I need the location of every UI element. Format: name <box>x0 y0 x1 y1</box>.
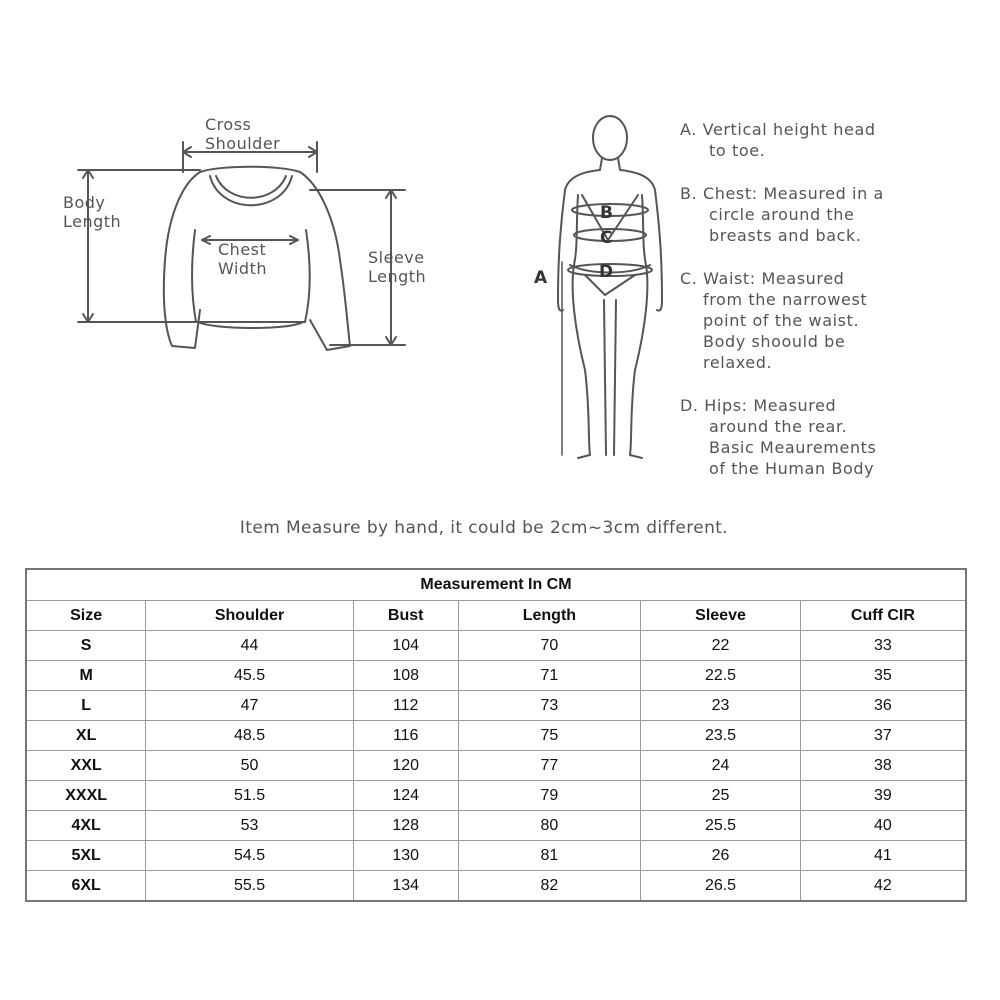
value-cell: 25.5 <box>641 811 801 841</box>
table-row <box>26 781 966 811</box>
value-cell: 22.5 <box>641 661 801 691</box>
size-cell: XXL <box>26 751 146 781</box>
value-cell: 51.5 <box>146 781 354 811</box>
marker-b: B <box>600 203 613 223</box>
legend-d: D. Hips: Measured around the rear. Basic Meaurements of the Human Body <box>680 396 877 478</box>
measure-note: Item Measure by hand, it could be 2cm~3cm different. <box>239 518 729 538</box>
size-cell: 6XL <box>26 871 146 902</box>
value-cell: 82 <box>458 871 641 902</box>
marker-d: D <box>599 262 614 282</box>
chest-width-label: Chest Width <box>218 240 267 278</box>
value-cell: 23 <box>641 691 801 721</box>
header-length: Length <box>458 601 641 631</box>
sleeve-length-label: Sleeve Length <box>368 248 427 286</box>
value-cell: 45.5 <box>146 661 354 691</box>
table-row <box>26 631 966 661</box>
value-cell: 37 <box>800 721 966 751</box>
value-cell: 22 <box>641 631 801 661</box>
value-cell: 23.5 <box>641 721 801 751</box>
marker-a: A <box>534 268 548 288</box>
legend-c: C. Waist: Measured from the narrowest point of the waist. Body shoould be relaxed. <box>680 269 868 372</box>
value-cell: 116 <box>353 721 458 751</box>
size-cell: M <box>26 661 146 691</box>
value-cell: 120 <box>353 751 458 781</box>
marker-c: C <box>600 228 613 248</box>
table-row <box>26 691 966 721</box>
value-cell: 134 <box>353 871 458 902</box>
value-cell: 24 <box>641 751 801 781</box>
header-size: Size <box>26 601 146 631</box>
legend-b: B. Chest: Measured in a circle around the breasts and back. <box>680 184 884 245</box>
body-figure-icon <box>558 116 662 458</box>
header-shoulder: Shoulder <box>146 601 354 631</box>
value-cell: 26 <box>641 841 801 871</box>
value-cell: 73 <box>458 691 641 721</box>
size-cell: XL <box>26 721 146 751</box>
table-row <box>26 871 966 902</box>
legend-a: A. Vertical height head to toe. <box>680 120 876 160</box>
header-cuff-cir: Cuff CIR <box>800 601 966 631</box>
value-cell: 75 <box>458 721 641 751</box>
table-row <box>26 751 966 781</box>
value-cell: 39 <box>800 781 966 811</box>
value-cell: 38 <box>800 751 966 781</box>
size-cell: S <box>26 631 146 661</box>
value-cell: 25 <box>641 781 801 811</box>
header-bust: Bust <box>353 601 458 631</box>
value-cell: 71 <box>458 661 641 691</box>
value-cell: 33 <box>800 631 966 661</box>
table-row <box>26 841 966 871</box>
value-cell: 128 <box>353 811 458 841</box>
table-caption: Measurement In CM <box>26 569 966 601</box>
value-cell: 42 <box>800 871 966 902</box>
value-cell: 48.5 <box>146 721 354 751</box>
table-row <box>26 661 966 691</box>
body-length-label: Body Length <box>63 193 122 231</box>
value-cell: 77 <box>458 751 641 781</box>
value-cell: 35 <box>800 661 966 691</box>
value-cell: 50 <box>146 751 354 781</box>
size-cell: 5XL <box>26 841 146 871</box>
size-cell: L <box>26 691 146 721</box>
value-cell: 70 <box>458 631 641 661</box>
value-cell: 79 <box>458 781 641 811</box>
value-cell: 55.5 <box>146 871 354 902</box>
size-cell: XXXL <box>26 781 146 811</box>
table-row <box>26 721 966 751</box>
value-cell: 112 <box>353 691 458 721</box>
size-cell: 4XL <box>26 811 146 841</box>
header-sleeve: Sleeve <box>641 601 801 631</box>
value-cell: 108 <box>353 661 458 691</box>
value-cell: 53 <box>146 811 354 841</box>
value-cell: 130 <box>353 841 458 871</box>
value-cell: 26.5 <box>641 871 801 902</box>
value-cell: 36 <box>800 691 966 721</box>
value-cell: 41 <box>800 841 966 871</box>
value-cell: 47 <box>146 691 354 721</box>
table-row <box>26 811 966 841</box>
value-cell: 80 <box>458 811 641 841</box>
cross-shoulder-label: Cross Shoulder <box>205 115 281 153</box>
value-cell: 124 <box>353 781 458 811</box>
value-cell: 40 <box>800 811 966 841</box>
value-cell: 44 <box>146 631 354 661</box>
table-header-row <box>26 601 966 631</box>
value-cell: 81 <box>458 841 641 871</box>
value-cell: 54.5 <box>146 841 354 871</box>
value-cell: 104 <box>353 631 458 661</box>
size-chart-table <box>25 568 967 902</box>
